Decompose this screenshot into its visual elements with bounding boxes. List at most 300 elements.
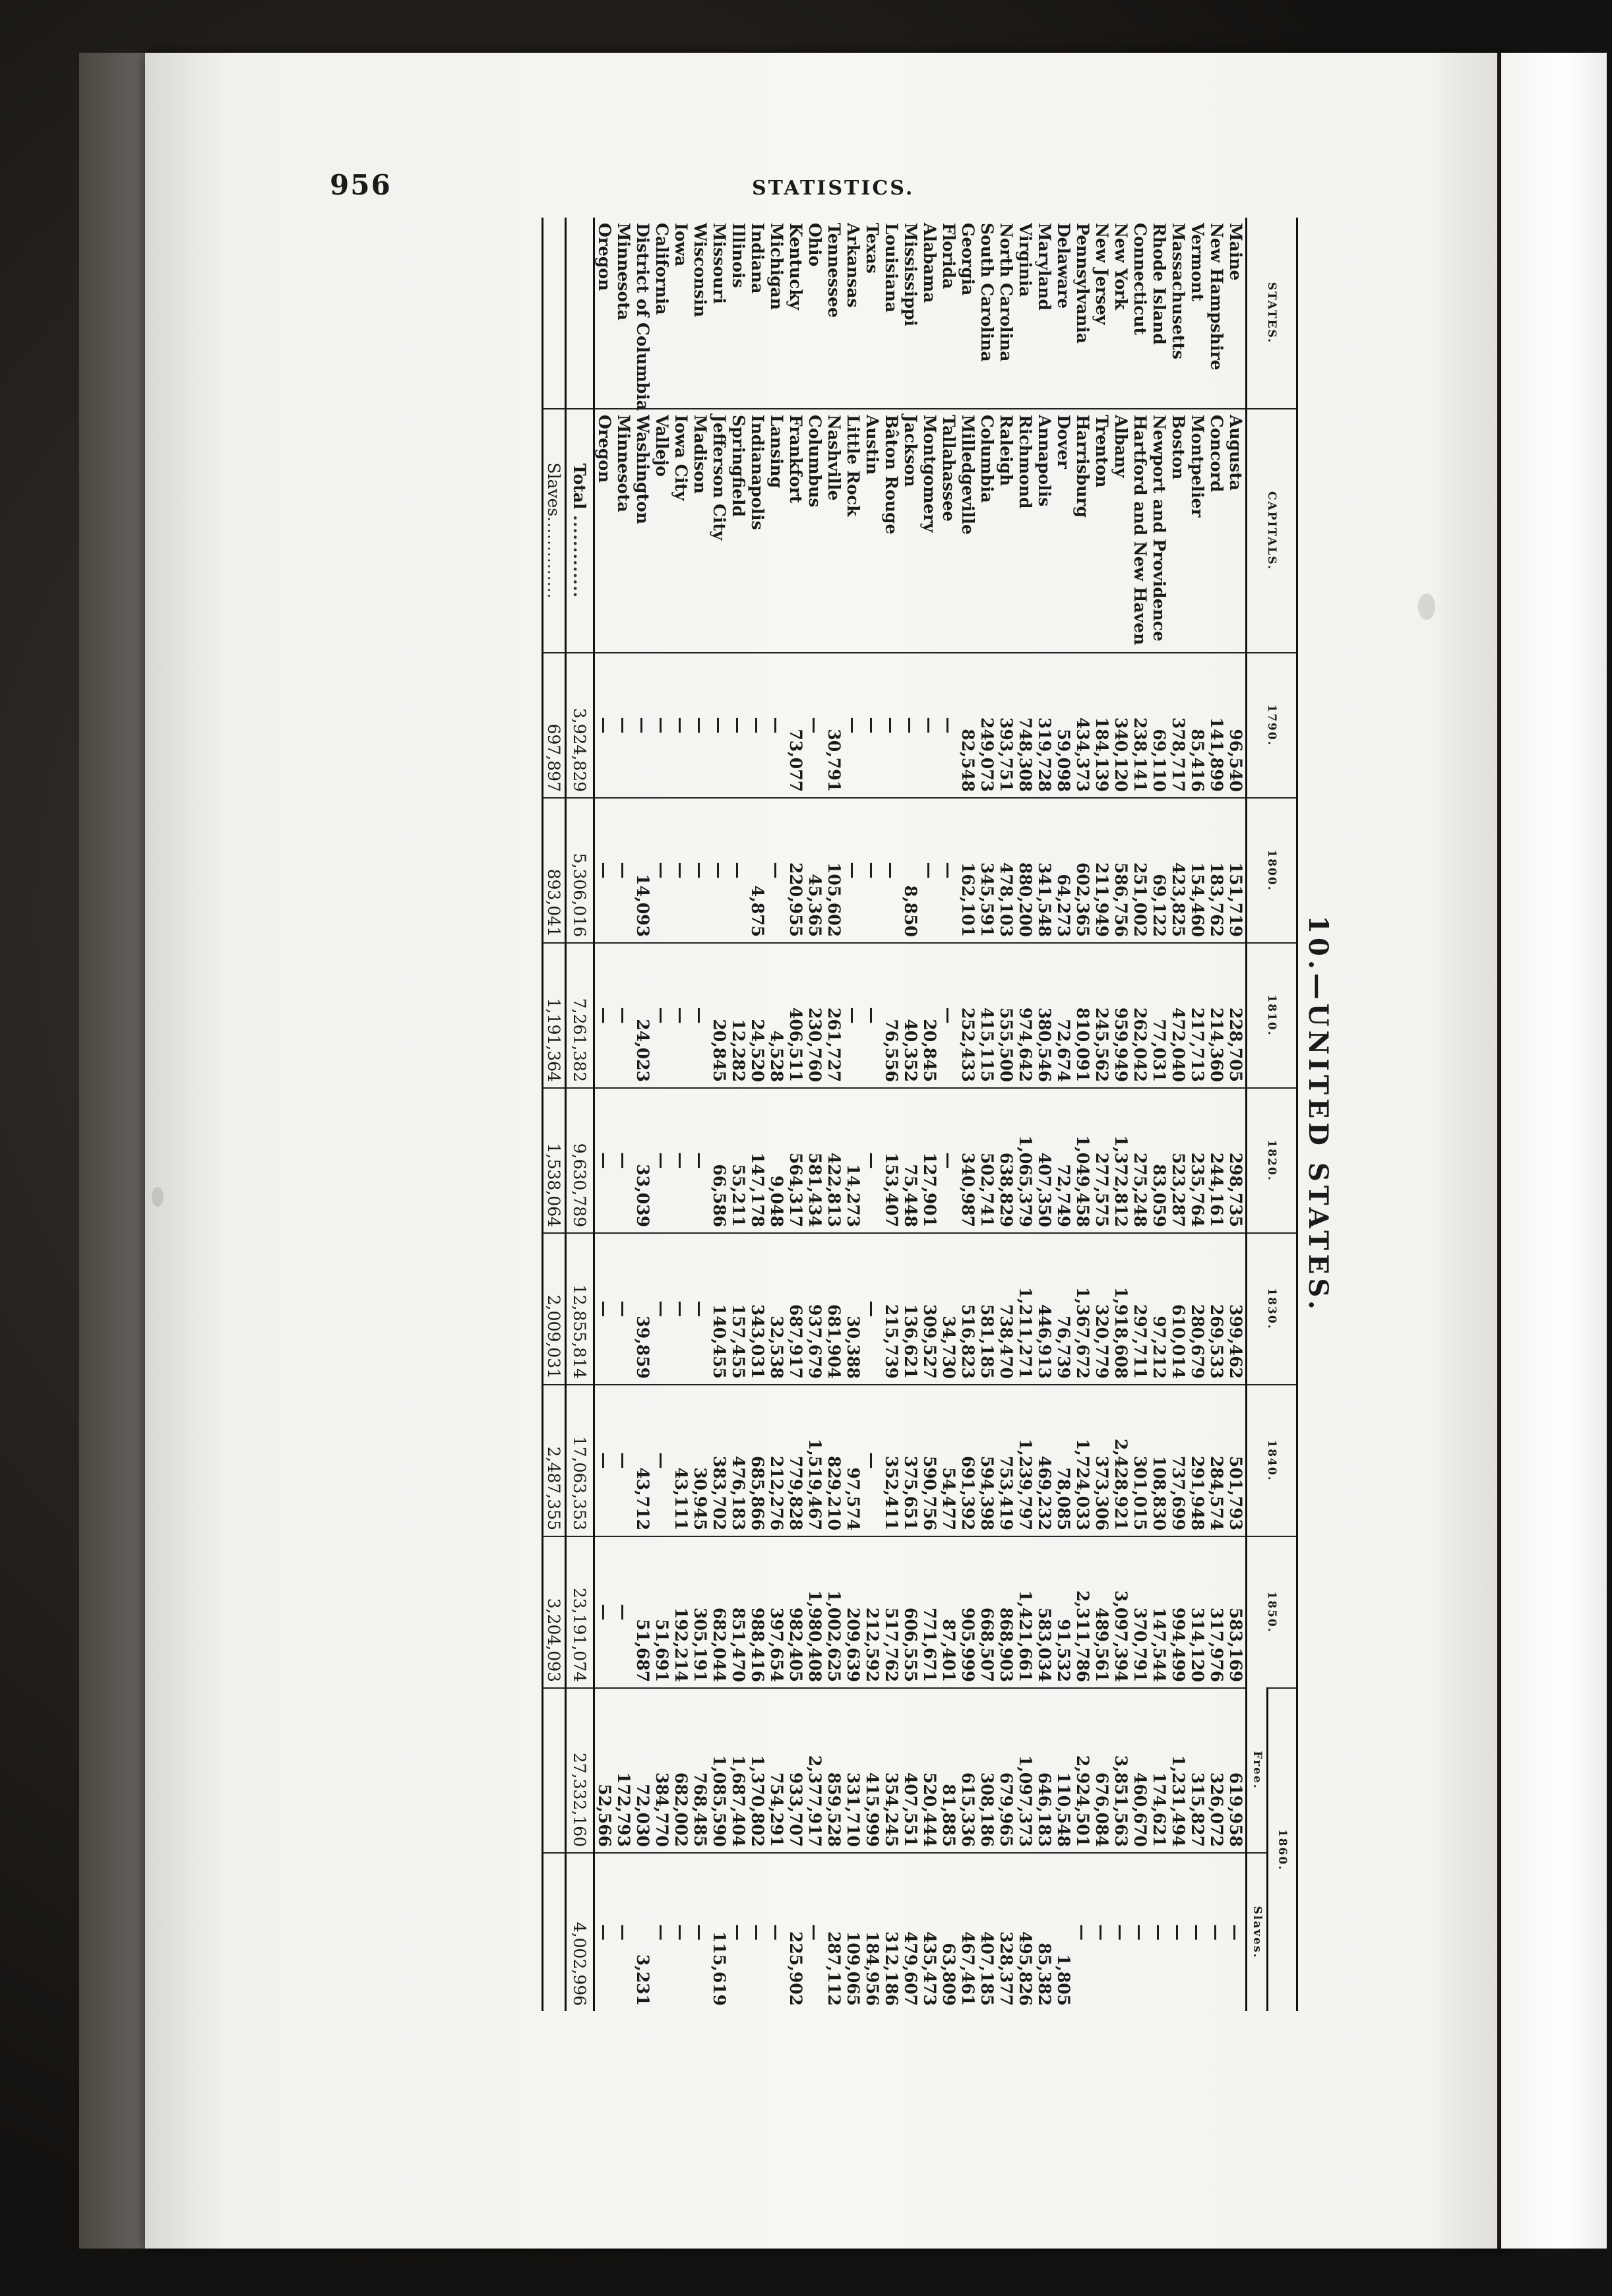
cell-v1850: 192,214 [671, 1536, 691, 1688]
capital-name: Indianapolis [748, 409, 767, 653]
cell-slaves: 435,473 [920, 1853, 939, 2011]
table-row [1169, 218, 1188, 2011]
cell-v1850: 147,544 [1150, 1536, 1169, 1688]
cell-v1830: 269,533 [1207, 1233, 1226, 1385]
cell-v1850: 668,507 [977, 1536, 997, 1688]
cell-v1800: 602,365 [1073, 798, 1092, 943]
cell-free: 415,999 [863, 1688, 882, 1853]
header-1840: 1840. [1247, 1385, 1297, 1536]
cell-v1830: 681,904 [824, 1233, 844, 1385]
cell-v1830: 280,679 [1188, 1233, 1207, 1385]
cell-v1790: — [729, 653, 748, 798]
cell-v1830: 1,918,608 [1111, 1233, 1131, 1385]
cell-v1810: 262,042 [1131, 943, 1150, 1088]
capital-name: Frankfort [786, 409, 805, 653]
cell-v1800: 220,955 [786, 798, 805, 943]
cell-v1820: 72,749 [1054, 1088, 1073, 1233]
state-name: Minnesota [614, 223, 633, 320]
cell-v1830: 97,212 [1150, 1233, 1169, 1385]
cell-v1800: — [594, 798, 615, 943]
cell-free: 72,030 [633, 1688, 652, 1853]
cell-slaves: 109,065 [844, 1853, 863, 2011]
cell-v1850: 1,002,625 [824, 1536, 844, 1688]
table-row [1111, 218, 1131, 2011]
cell-v1820: 14,273 [844, 1088, 863, 1233]
capital-name: Minnesota [614, 409, 633, 653]
cell-v1820: 638,829 [997, 1088, 1016, 1233]
state-name: Florida [939, 223, 958, 289]
cell-v1850: 517,762 [882, 1536, 901, 1688]
cell-v1830: — [863, 1233, 882, 1385]
cell-v1800: 586,756 [1111, 798, 1131, 943]
cell-v1790: — [671, 653, 691, 798]
census-table [542, 218, 1298, 2011]
state-name: Pennsylvania [1073, 223, 1092, 344]
cell-free: 520,444 [920, 1688, 939, 1853]
cell-v1850: 771,671 [920, 1536, 939, 1688]
cell-v1820: 83,059 [1150, 1088, 1169, 1233]
state-name: Massachusetts [1169, 223, 1188, 359]
capital-name: Harrisburg [1073, 409, 1092, 653]
cell-v1840: 291,948 [1188, 1385, 1207, 1536]
cell-v1820: 153,407 [882, 1088, 901, 1233]
capital-name: Vallejo [652, 409, 671, 653]
cell-v1840: 737,699 [1169, 1385, 1188, 1536]
cell-v1830: 34,730 [939, 1233, 958, 1385]
slaves-label: Slaves.............. [543, 409, 566, 653]
state-name: New York [1111, 223, 1131, 310]
cell-free: 768,485 [691, 1688, 710, 1853]
cell-v1830: — [691, 1233, 710, 1385]
cell-v1790: — [594, 653, 615, 798]
cell-free: 81,885 [939, 1688, 958, 1853]
state-name: Tennessee [824, 223, 844, 318]
cell-v1800: 4,875 [748, 798, 767, 943]
total-1790: 3,924,829 [566, 653, 594, 798]
table-row [710, 218, 729, 2011]
header-free: Free. [1247, 1688, 1268, 1853]
cell-slaves: 467,461 [958, 1853, 977, 2011]
cell-v1850: 988,416 [748, 1536, 767, 1688]
cell-slaves: 3,231 [633, 1853, 652, 2011]
cell-v1790: 434,373 [1073, 653, 1092, 798]
cell-v1850: 489,561 [1092, 1536, 1111, 1688]
capital-name: Annapolis [1035, 409, 1054, 653]
cell-v1800: 880,200 [1016, 798, 1035, 943]
cell-v1840: 829,210 [824, 1385, 844, 1536]
cell-slaves: — [1073, 1853, 1092, 2011]
cell-v1820: — [671, 1088, 691, 1233]
state-name: Texas [863, 223, 882, 274]
cell-free: 1,085,590 [710, 1688, 729, 1853]
cell-v1810: — [691, 943, 710, 1088]
cell-v1790: 82,548 [958, 653, 977, 798]
capital-name: Bâton Rouge [882, 409, 901, 653]
cell-v1790: 73,077 [786, 653, 805, 798]
capital-name: Albany [1111, 409, 1131, 653]
table-row [958, 218, 977, 2011]
cell-v1810: 245,562 [1092, 943, 1111, 1088]
cell-v1840: — [652, 1385, 671, 1536]
cell-v1820: — [614, 1088, 633, 1233]
cell-free: 1,097,373 [1016, 1688, 1035, 1853]
cell-v1820: 523,287 [1169, 1088, 1188, 1233]
cell-v1790: — [614, 653, 633, 798]
capital-name: Little Rock [844, 409, 863, 653]
table-row [1073, 218, 1092, 2011]
page-header [330, 169, 1379, 202]
state-name: Missouri [710, 223, 729, 304]
table-row [939, 218, 958, 2011]
cell-v1810: 974,642 [1016, 943, 1035, 1088]
cell-v1800: — [767, 798, 786, 943]
cell-v1830: 1,211,271 [1016, 1233, 1035, 1385]
smudge [1418, 593, 1435, 620]
cell-v1790: — [710, 653, 729, 798]
cell-free: 384,770 [652, 1688, 671, 1853]
cell-slaves: — [1226, 1853, 1247, 2011]
cell-v1830: 309,527 [920, 1233, 939, 1385]
cell-slaves: 495,826 [1016, 1853, 1035, 2011]
table-row [844, 218, 863, 2011]
cell-v1810: 959,949 [1111, 943, 1131, 1088]
state-name: Maine [1226, 223, 1245, 281]
cell-v1810: 228,705 [1226, 943, 1247, 1088]
cell-v1820: 1,049,458 [1073, 1088, 1092, 1233]
state-name: Kentucky [786, 223, 805, 311]
cell-free: 3,851,563 [1111, 1688, 1131, 1853]
cell-free: 2,377,917 [805, 1688, 824, 1853]
state-name: North Carolina [997, 223, 1016, 362]
cell-v1850: 370,791 [1131, 1536, 1150, 1688]
cell-v1840: 108,830 [1150, 1385, 1169, 1536]
cell-slaves: — [1111, 1853, 1131, 2011]
cell-v1800: — [844, 798, 863, 943]
cell-v1840: 501,793 [1226, 1385, 1247, 1536]
cell-v1800: — [920, 798, 939, 943]
cell-v1800: — [652, 798, 671, 943]
cell-v1830: 446,913 [1035, 1233, 1054, 1385]
cell-v1840: 1,724,033 [1073, 1385, 1092, 1536]
cell-v1840: 383,702 [710, 1385, 729, 1536]
cell-v1840: 753,419 [997, 1385, 1016, 1536]
header-states: STATES. [1247, 218, 1297, 409]
table-row [882, 218, 901, 2011]
cell-v1850: 314,120 [1188, 1536, 1207, 1688]
slaves-free-empty [543, 1688, 566, 1853]
cell-v1790: 141,899 [1207, 653, 1226, 798]
cell-v1810: — [863, 943, 882, 1088]
cell-v1830: 1,367,672 [1073, 1233, 1092, 1385]
cell-v1840: — [594, 1385, 615, 1536]
cell-v1790: — [882, 653, 901, 798]
state-name: Maryland [1035, 223, 1054, 311]
cell-free: 174,621 [1150, 1688, 1169, 1853]
cell-v1800: — [729, 798, 748, 943]
cell-v1840: 476,183 [729, 1385, 748, 1536]
header-1790: 1790. [1247, 653, 1297, 798]
cell-v1790: 30,791 [824, 653, 844, 798]
cell-v1840: 212,276 [767, 1385, 786, 1536]
cell-v1850: 851,470 [729, 1536, 748, 1688]
cell-v1810: 406,511 [786, 943, 805, 1088]
cell-v1810: — [939, 943, 958, 1088]
cell-v1800: 154,460 [1188, 798, 1207, 943]
cell-free: 172,793 [614, 1688, 633, 1853]
cell-v1840: 78,085 [1054, 1385, 1073, 1536]
cell-v1810: 24,520 [748, 943, 767, 1088]
cell-v1810: — [594, 943, 615, 1088]
cell-free: 859,528 [824, 1688, 844, 1853]
capital-name: Concord [1207, 409, 1226, 653]
cell-v1840: 54,477 [939, 1385, 958, 1536]
table-row [1188, 218, 1207, 2011]
cell-free: 354,245 [882, 1688, 901, 1853]
cell-v1810: 4,528 [767, 943, 786, 1088]
cell-v1820: 581,434 [805, 1088, 824, 1233]
cell-v1810: 261,727 [824, 943, 844, 1088]
running-head: STATISTICS. [752, 177, 915, 200]
capital-name: Springfield [729, 409, 748, 653]
cell-v1820: 33,039 [633, 1088, 652, 1233]
table-row [652, 218, 671, 2011]
cell-v1800: — [614, 798, 633, 943]
table-row [1016, 218, 1035, 2011]
cell-v1850: 682,044 [710, 1536, 729, 1688]
cell-v1820: 244,161 [1207, 1088, 1226, 1233]
capital-name: Iowa City [671, 409, 691, 653]
cell-v1810: 380,546 [1035, 943, 1054, 1088]
cell-v1820: — [691, 1088, 710, 1233]
state-name: Vermont [1188, 223, 1207, 302]
state-name: South Carolina [977, 223, 997, 362]
state-name: New Hampshire [1207, 223, 1226, 371]
slaves-1810: 1,191,364 [543, 943, 566, 1088]
table-row [824, 218, 844, 2011]
capital-name: Trenton [1092, 409, 1111, 653]
cell-v1810: — [671, 943, 691, 1088]
table-row [1035, 218, 1054, 2011]
table-row [805, 218, 824, 2011]
cell-v1810: 214,360 [1207, 943, 1226, 1088]
cell-v1800: 251,002 [1131, 798, 1150, 943]
cell-v1790: 249,073 [977, 653, 997, 798]
cell-v1800: 14,093 [633, 798, 652, 943]
slaves-1790: 697,897 [543, 653, 566, 798]
cell-v1810: — [652, 943, 671, 1088]
cell-slaves: 115,619 [710, 1853, 729, 2011]
cell-v1830: 320,779 [1092, 1233, 1111, 1385]
total-spacer [566, 218, 594, 409]
cell-v1790: — [844, 653, 863, 798]
cell-v1790: 85,416 [1188, 653, 1207, 798]
cell-v1850: 1,421,661 [1016, 1536, 1035, 1688]
cell-v1830: 140,455 [710, 1233, 729, 1385]
state-name: Georgia [958, 223, 977, 296]
capital-name: Washington [633, 409, 652, 653]
cell-slaves: 479,607 [901, 1853, 920, 2011]
cell-v1820: 1,065,379 [1016, 1088, 1035, 1233]
slaves-spacer [543, 218, 566, 409]
table-row [1150, 218, 1169, 2011]
cell-free: 1,687,404 [729, 1688, 748, 1853]
table-row [691, 218, 710, 2011]
cell-v1850: 994,499 [1169, 1536, 1188, 1688]
cell-v1840: 469,232 [1035, 1385, 1054, 1536]
cell-v1840: 590,756 [920, 1385, 939, 1536]
cell-v1800: 478,103 [997, 798, 1016, 943]
capital-name: Lansing [767, 409, 786, 653]
total-row [566, 218, 594, 2011]
capital-name: Columbia [977, 409, 997, 653]
cell-free: 682,002 [671, 1688, 691, 1853]
adjacent-page [1497, 53, 1607, 2249]
cell-v1830: 157,455 [729, 1233, 748, 1385]
cell-v1810: 252,433 [958, 943, 977, 1088]
cell-v1810: 555,500 [997, 943, 1016, 1088]
cell-v1830: — [614, 1233, 633, 1385]
cell-v1790: — [691, 653, 710, 798]
cell-v1790: 340,120 [1111, 653, 1131, 798]
table-row [1092, 218, 1111, 2011]
cell-v1830: 937,679 [805, 1233, 824, 1385]
cell-v1810: 24,023 [633, 943, 652, 1088]
table-row [1226, 218, 1247, 2011]
cell-v1800: — [939, 798, 958, 943]
cell-slaves: 63,809 [939, 1853, 958, 2011]
header-1820: 1820. [1247, 1088, 1297, 1233]
cell-slaves: — [1092, 1853, 1111, 2011]
header-capitals: CAPITALS. [1247, 409, 1297, 653]
cell-v1800: 8,850 [901, 798, 920, 943]
cell-slaves: — [1169, 1853, 1188, 2011]
slaves-1830: 2,009,031 [543, 1233, 566, 1385]
cell-v1790: — [863, 653, 882, 798]
table-row [1207, 218, 1226, 2011]
cell-v1800: 162,101 [958, 798, 977, 943]
cell-v1800: 423,825 [1169, 798, 1188, 943]
cell-v1840: 30,945 [691, 1385, 710, 1536]
cell-v1790: 393,751 [997, 653, 1016, 798]
cell-v1800: 183,762 [1207, 798, 1226, 943]
cell-v1830: 297,711 [1131, 1233, 1150, 1385]
slaves-slaves-empty [543, 1853, 566, 2011]
cell-v1830: 32,538 [767, 1233, 786, 1385]
state-name: Delaware [1054, 223, 1073, 309]
cell-v1820: 298,735 [1226, 1088, 1247, 1233]
cell-v1830: 76,739 [1054, 1233, 1073, 1385]
cell-slaves: — [594, 1853, 615, 2011]
cell-v1820: 127,901 [920, 1088, 939, 1233]
cell-v1840: — [863, 1385, 882, 1536]
total-free: 27,332,160 [566, 1688, 594, 1853]
cell-slaves: — [805, 1853, 824, 2011]
cell-slaves: — [691, 1853, 710, 2011]
cell-free: 110,548 [1054, 1688, 1073, 1853]
capital-name: Raleigh [997, 409, 1016, 653]
cell-free: 1,231,494 [1169, 1688, 1188, 1853]
cell-v1790: 184,139 [1092, 653, 1111, 798]
table-row [729, 218, 748, 2011]
cell-v1840: 685,866 [748, 1385, 767, 1536]
cell-free: 315,827 [1188, 1688, 1207, 1853]
cell-slaves: — [1150, 1853, 1169, 2011]
capital-name: Oregon [594, 409, 615, 653]
cell-v1790: — [901, 653, 920, 798]
cell-slaves: — [748, 1853, 767, 2011]
cell-v1820: 66,586 [710, 1088, 729, 1233]
cell-v1800: 64,273 [1054, 798, 1073, 943]
cell-v1850: 51,691 [652, 1536, 671, 1688]
cell-slaves: 184,956 [863, 1853, 882, 2011]
cell-slaves: — [1188, 1853, 1207, 2011]
cell-v1800: — [691, 798, 710, 943]
cell-v1830: 738,470 [997, 1233, 1016, 1385]
cell-v1830: 687,917 [786, 1233, 805, 1385]
cell-v1850: 87,401 [939, 1536, 958, 1688]
header-1830: 1830. [1247, 1233, 1297, 1385]
cell-v1790: 378,717 [1169, 653, 1188, 798]
header-1850: 1850. [1247, 1536, 1297, 1688]
cell-v1810: 72,674 [1054, 943, 1073, 1088]
cell-slaves: 312,186 [882, 1853, 901, 2011]
cell-v1810: 76,556 [882, 943, 901, 1088]
cell-slaves: — [614, 1853, 633, 2011]
capital-name: Newport and Providence [1150, 409, 1169, 653]
cell-slaves: 85,382 [1035, 1853, 1054, 2011]
state-name: Arkansas [844, 223, 863, 308]
cell-v1790: 319,728 [1035, 653, 1054, 798]
cell-v1810: 12,282 [729, 943, 748, 1088]
cell-v1840: 284,574 [1207, 1385, 1226, 1536]
cell-v1790: — [748, 653, 767, 798]
cell-v1790: — [767, 653, 786, 798]
cell-v1810: — [614, 943, 633, 1088]
cell-v1830: 343,031 [748, 1233, 767, 1385]
cell-v1850: 91,532 [1054, 1536, 1073, 1688]
cell-v1790: — [920, 653, 939, 798]
capital-name: Montgomery [920, 409, 939, 653]
state-name: Ohio [805, 223, 824, 267]
cell-v1840: 352,411 [882, 1385, 901, 1536]
state-name: Iowa [671, 223, 691, 267]
cell-v1830: 516,823 [958, 1233, 977, 1385]
capital-name: Hartford and New Haven [1131, 409, 1150, 653]
capital-name: Madison [691, 409, 710, 653]
state-name: Wisconsin [691, 223, 710, 318]
table-row [748, 218, 767, 2011]
capital-name: Nashville [824, 409, 844, 653]
state-name: New Jersey [1092, 223, 1111, 325]
capital-name: Jefferson City [710, 409, 729, 653]
cell-free: 407,551 [901, 1688, 920, 1853]
cell-v1790: 238,141 [1131, 653, 1150, 798]
smudge [152, 1187, 164, 1207]
capital-name: Tallahassee [939, 409, 958, 653]
cell-v1840: 301,015 [1131, 1385, 1150, 1536]
cell-v1820: 75,448 [901, 1088, 920, 1233]
cell-slaves: — [652, 1853, 671, 2011]
capital-name: Richmond [1016, 409, 1035, 653]
cell-v1840: 97,574 [844, 1385, 863, 1536]
cell-v1820: 55,211 [729, 1088, 748, 1233]
cell-v1840: — [614, 1385, 633, 1536]
cell-v1800: 211,949 [1092, 798, 1111, 943]
cell-free: 460,670 [1131, 1688, 1150, 1853]
capital-name: Columbus [805, 409, 824, 653]
state-name: Indiana [748, 223, 767, 294]
cell-v1850: 305,191 [691, 1536, 710, 1688]
